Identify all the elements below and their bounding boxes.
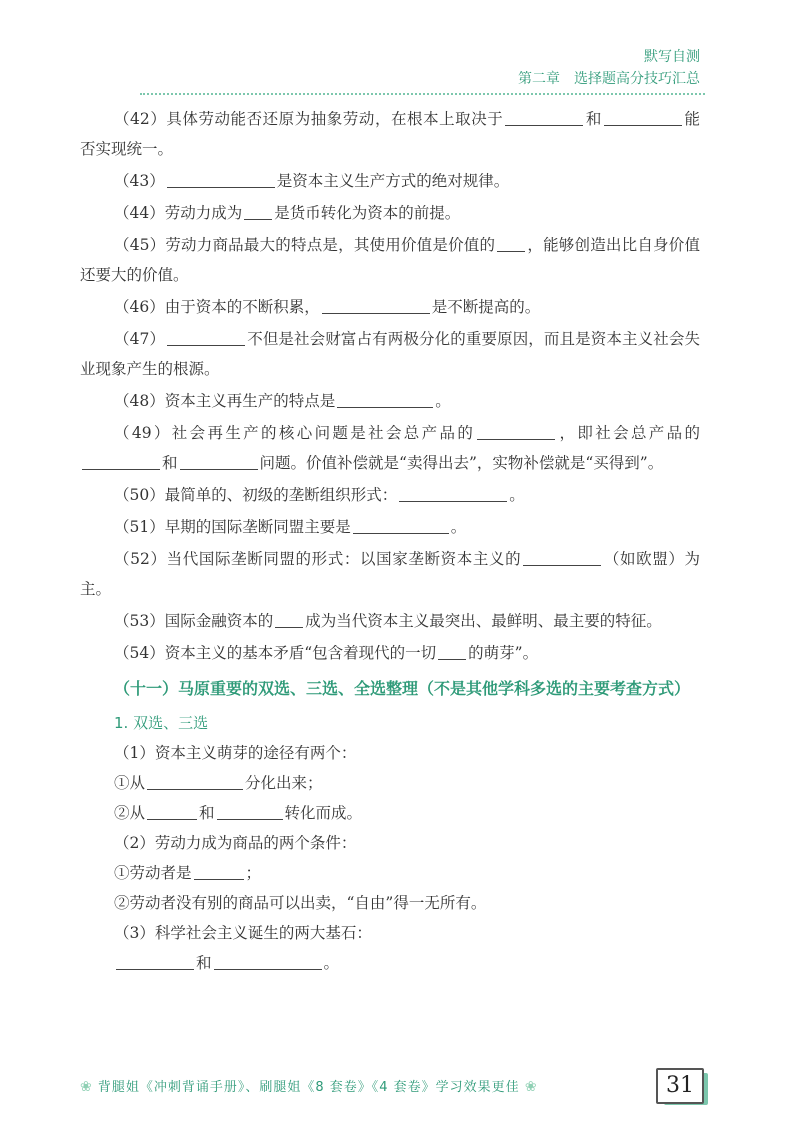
question-text: 和: [196, 954, 212, 972]
question-51: [80, 512, 700, 542]
question-text: ①劳动者是: [114, 864, 192, 882]
question-47: [80, 324, 700, 384]
question-number: （46）: [114, 298, 165, 316]
question-number: （42）: [114, 110, 167, 128]
question-text: ，能够创造出比自身价值还要大的价值。: [80, 236, 700, 284]
fill-blank[interactable]: [399, 483, 507, 502]
question-text: 。: [509, 486, 525, 504]
subquestion-2: [80, 828, 700, 858]
question-number: （48）: [114, 392, 165, 410]
fill-blank[interactable]: [322, 295, 430, 314]
question-54: [80, 638, 700, 668]
question-text: 是资本主义生产方式的绝对规律。: [276, 172, 510, 190]
question-text: 能否实现统一。: [80, 110, 700, 158]
subquestion-2-a: [80, 858, 700, 888]
question-text: 问题。价值补偿就是“卖得出去”，实物补偿就是“买得到”。: [259, 454, 664, 472]
subquestion-3-a: [80, 948, 700, 978]
question-number: （51）: [114, 518, 165, 536]
question-text: 资本主义的基本矛盾“包含着现代的一切: [164, 644, 437, 662]
question-number: （52）: [114, 550, 167, 568]
question-number: （44）: [114, 204, 165, 222]
question-44: [80, 198, 700, 228]
question-text: 资本主义萌芽的途径有两个：: [154, 744, 357, 762]
header-chapter-title: 第二章 选择题高分技巧汇总: [518, 71, 700, 87]
fill-blank[interactable]: [214, 951, 322, 970]
subquestion-1-a: [80, 768, 700, 798]
subquestion-1: [80, 738, 700, 768]
fill-blank[interactable]: [604, 107, 682, 126]
page-content: [80, 104, 700, 978]
fill-blank[interactable]: [180, 451, 258, 470]
question-text: 的萌芽”。: [468, 644, 539, 662]
question-number: （50）: [114, 486, 165, 504]
fill-blank[interactable]: [275, 609, 303, 628]
question-text: 社会再生产的核心问题是社会总产品的: [171, 424, 476, 442]
question-number: （43）: [114, 172, 165, 190]
question-text: 。: [435, 392, 451, 410]
question-43: [80, 166, 700, 196]
question-number: （2）: [114, 834, 155, 852]
question-text: ，即社会总产品的: [557, 424, 700, 442]
question-number: （1）: [114, 744, 155, 762]
question-text: 当代国际垄断同盟的形式：以国家垄断资本主义的: [166, 550, 522, 568]
header-dotted-rule: [140, 93, 705, 95]
question-number: （54）: [114, 644, 165, 662]
footer-slogan-text: 背腿姐《冲刺背诵手册》、刷腿姐《8 套卷》《4 套卷》学习效果更佳: [97, 1080, 520, 1095]
question-number: （49）: [114, 424, 172, 442]
question-text: 是不断提高的。: [431, 298, 541, 316]
fill-blank[interactable]: [147, 771, 243, 790]
question-number: （53）: [114, 612, 165, 630]
question-text: 是货币转化为资本的前提。: [274, 204, 461, 222]
question-text: 转化而成。: [284, 804, 363, 822]
question-text: ②劳动者没有别的商品可以出卖，“自由”得一无所有。: [114, 894, 487, 912]
question-text: 最简单的、初级的垄断组织形式：: [164, 486, 398, 504]
question-number: （3）: [114, 924, 155, 942]
fill-blank[interactable]: [167, 169, 275, 188]
question-text: （如欧盟）为主。: [80, 550, 700, 598]
subquestion-2-b: [80, 888, 700, 918]
question-text: ；: [245, 864, 262, 882]
fill-blank[interactable]: [167, 327, 245, 346]
question-text: 劳动力成为: [164, 204, 243, 222]
question-text: 资本主义再生产的特点是: [164, 392, 336, 410]
question-text: 劳动力成为商品的两个条件：: [154, 834, 357, 852]
subquestion-1-b: [80, 798, 700, 828]
question-text: 早期的国际垄断同盟主要是: [164, 518, 351, 536]
question-42: [80, 104, 700, 164]
question-number: （45）: [114, 236, 166, 254]
question-text: 国际金融资本的: [164, 612, 274, 630]
fill-blank[interactable]: [353, 515, 449, 534]
question-text: 和: [162, 454, 178, 472]
question-45: [80, 230, 700, 290]
fill-blank[interactable]: [497, 233, 525, 252]
question-text: ①从: [114, 774, 146, 792]
question-text: ②从: [114, 804, 146, 822]
question-text: 和: [585, 110, 602, 128]
fill-blank[interactable]: [147, 801, 197, 820]
fill-blank[interactable]: [116, 951, 194, 970]
footer-slogan: [80, 1076, 538, 1095]
section-heading: （十一）马原重要的双选、三选、全选整理（不是其他学科多选的主要考查方式）: [114, 679, 691, 698]
fill-blank[interactable]: [477, 421, 555, 440]
question-text: 科学社会主义诞生的两大基石：: [154, 924, 372, 942]
question-number: （47）: [114, 330, 166, 348]
question-text: 成为当代资本主义最突出、最鲜明、最主要的特征。: [305, 612, 662, 630]
question-49: [80, 418, 700, 478]
fill-blank[interactable]: [505, 107, 583, 126]
page-number: 31: [656, 1068, 704, 1104]
question-text: 具体劳动能否还原为抽象劳动，在根本上取决于: [166, 110, 504, 128]
subsection-heading: 1. 双选、三选: [114, 714, 209, 732]
fill-blank[interactable]: [438, 641, 466, 660]
fill-blank[interactable]: [217, 801, 283, 820]
running-header: [140, 46, 700, 95]
fill-blank[interactable]: [244, 201, 272, 220]
header-section-title: 默写自测: [644, 49, 700, 65]
question-text: 不但是社会财富占有两极分化的重要原因，而且是资本主义社会失业现象产生的根源。: [80, 330, 700, 378]
question-46: [80, 292, 700, 322]
question-text: 由于资本的不断积累，: [164, 298, 320, 316]
question-53: [80, 606, 700, 636]
question-text: 分化出来；: [245, 774, 323, 792]
fill-blank[interactable]: [523, 547, 601, 566]
question-50: [80, 480, 700, 510]
question-text: 。: [323, 954, 340, 972]
flower-icon: ❀: [80, 1079, 93, 1095]
subquestion-3: [80, 918, 700, 948]
question-text: 劳动力商品最大的特点是，其使用价值是价值的: [165, 236, 496, 254]
page-footer: [80, 1068, 720, 1104]
question-text: 。: [450, 518, 467, 536]
fill-blank[interactable]: [194, 861, 244, 880]
question-text: 和: [199, 804, 215, 822]
fill-blank[interactable]: [337, 389, 433, 408]
question-48: [80, 386, 700, 416]
flower-icon: ❀: [524, 1079, 538, 1095]
fill-blank[interactable]: [82, 451, 160, 470]
question-52: [80, 544, 700, 604]
